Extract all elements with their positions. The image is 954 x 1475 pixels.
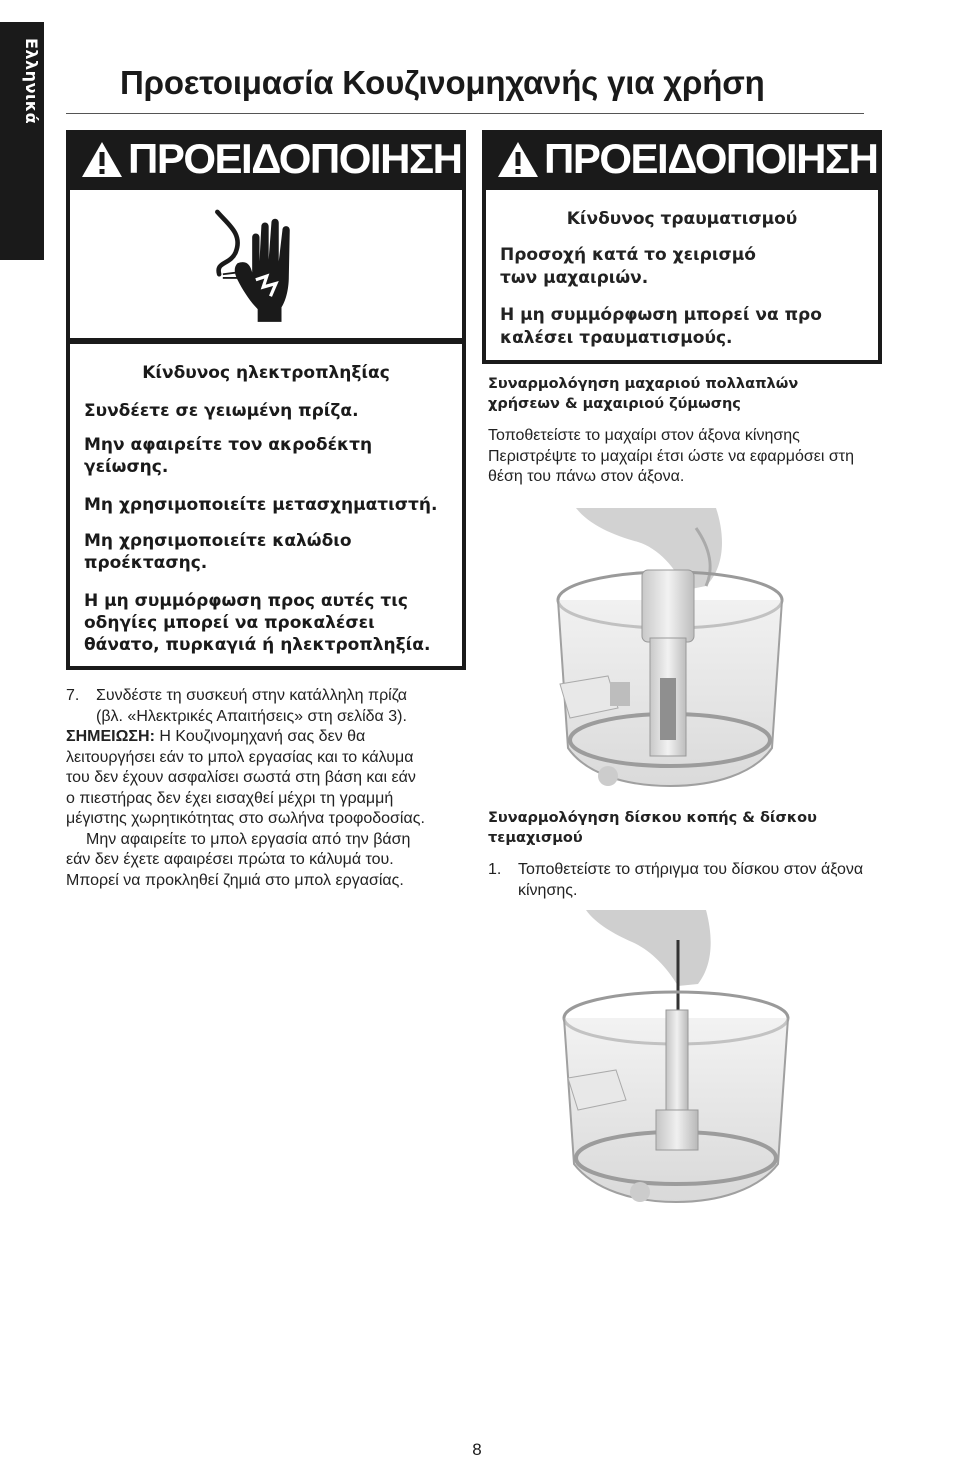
injury-warning-heading: Κίνδυνος τραυματισμού — [566, 209, 798, 229]
left-column-text — [66, 686, 426, 891]
section2-step — [488, 860, 878, 901]
note-paragraph — [66, 727, 426, 830]
language-tab-label: Ελληνικά — [22, 38, 41, 125]
page-number: 8 — [472, 1440, 482, 1459]
warning-label: ΠΡΟΕΙΔΟΠΟΙΗΣΗ — [544, 135, 878, 182]
disc-stem-illustration — [546, 910, 808, 1212]
electric-warning-line: Μην αφαιρείτε τον ακροδέκτη γείωσης. — [84, 435, 373, 477]
electric-shock-hand-icon — [210, 202, 320, 330]
step-text: Συνδέστε τη συσκευή στην κατάλληλη πρίζα (βλ. «Ηλεκτρικές Απαιτήσεις» στη σελίδα 3). — [96, 687, 407, 725]
electric-warning-header — [66, 130, 466, 188]
injury-warning-line: Η μη συμμόρφωση μπορεί να προ καλέσει τραυματισμούς. — [500, 305, 822, 348]
page-title: Προετοιμασία Κουζινομηχανής για χρήση — [120, 64, 765, 101]
warning-triangle-icon — [80, 139, 124, 179]
note-text: Η Κουζινομηχανή σας δεν θα λειτουργήσει εάν το μπολ εργασίας και το κάλυμα του δεν έχουν ασφαλίσει σωστά στη βάση και εάν ο πιεστήρας δεν έχει εισαχθεί μέχρι τη γραμμή μέγιστης χωρητικότητας στο σωλήνα τροφοδοσίας. — [66, 728, 425, 827]
electric-warning-line: Συνδέετε σε γειωμένη πρίζα. — [84, 401, 359, 421]
warning-label: ΠΡΟΕΙΔΟΠΟΙΗΣΗ — [128, 135, 462, 182]
section2-step-1 — [488, 860, 878, 901]
injury-warning-header — [482, 130, 882, 188]
electric-warning-heading: Κίνδυνος ηλεκτροπληξίας — [142, 363, 390, 383]
language-tab — [0, 22, 44, 260]
electric-shock-pictogram-box — [66, 186, 466, 342]
injury-warning-line: Προσοχή κατά το χειρισμό των μαχαιριών. — [500, 245, 756, 288]
warning-triangle-icon — [496, 139, 540, 179]
step-7 — [66, 686, 426, 727]
electric-warning-line: Μη χρησιμοποιείτε μετασχηματιστή. — [84, 495, 438, 515]
section1-heading: Συναρμολόγηση μαχαριού πολλαπλών χρήσεων & μαχαιριού ζύμωσης — [488, 376, 799, 412]
blade-assembly-illustration — [546, 508, 794, 798]
step-number: 7. — [66, 687, 80, 704]
section1-text: Τοποθετείστε το μαχαίρι στον άξονα κίνησης Περιστρέψτε το μαχαίρι έτσι ώστε να εφαρμόσει στη θέση του πάνω στον άξονα. — [488, 427, 854, 485]
step-number: 1. — [488, 861, 502, 878]
injury-warning-text-box — [482, 186, 882, 364]
electric-shock-warning-text-box — [66, 340, 466, 670]
electric-warning-line: Η μη συμμόρφωση προς αυτές τις οδηγίες μπορεί να προκαλέσει θάνατο, πυρκαγιά ή ηλεκτροπληξία. — [84, 591, 431, 655]
section2-heading: Συναρμολόγηση δίσκου κοπής & δίσκου τεμαχισμού — [488, 810, 817, 846]
note-paragraph-2: Μην αφαιρείτε το μπολ εργασία από την βάση εάν δεν έχετε αφαιρέσει πρώτα το κάλυμά του. Μπορεί να προκληθεί ζημιά στο μπολ εργασίας. — [66, 830, 411, 889]
step-text: Τοποθετείστε το στήριγμα του δίσκου στον άξονα κίνησης. — [518, 861, 864, 899]
title-divider — [66, 113, 864, 114]
note-label: ΣΗΜΕΙΩΣΗ: — [66, 728, 155, 745]
electric-warning-line: Μη χρησιμοποιείτε καλώδιο προέκτασης. — [84, 531, 352, 573]
